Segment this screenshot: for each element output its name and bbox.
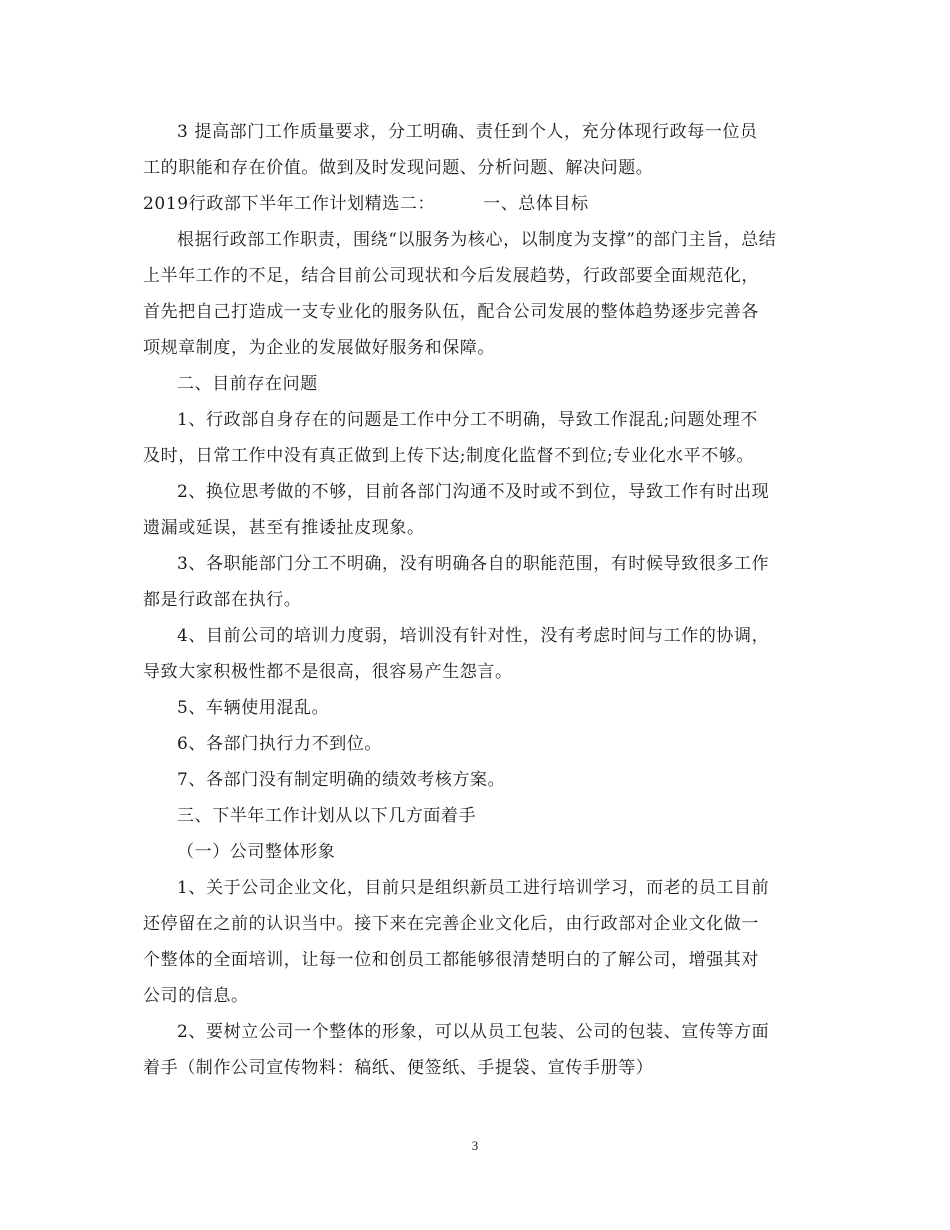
- paragraph-line: 着手（制作公司宣传物料：稿纸、便签纸、手提袋、宣传手册等）: [143, 1058, 654, 1078]
- paragraph-line: 3 提高部门工作质量要求，分工明确、责任到个人，充分体现行政每一位员: [177, 122, 758, 142]
- paragraph-line: 工的职能和存在价值。做到及时发现问题、分析问题、解决问题。: [143, 158, 654, 178]
- paragraph-line: 遗漏或延误，甚至有推诿扯皮现象。: [143, 518, 425, 538]
- paragraph-line: 2、要树立公司一个整体的形象，可以从员工包装、公司的包装、宣传等方面: [177, 1022, 770, 1042]
- list-item: 6、各部门执行力不到位。: [177, 734, 383, 754]
- paragraph-line: 还停留在之前的认识当中。接下来在完善企业文化后，由行政部对企业文化做一: [143, 914, 759, 934]
- paragraph-line: 2、换位思考做的不够，目前各部门沟通不及时或不到位，导致工作有时出现: [177, 482, 770, 502]
- paragraph-line: 都是行政部在执行。: [143, 590, 302, 610]
- page-number: 3: [471, 1138, 479, 1153]
- paragraph-line: 公司的信息。: [143, 986, 249, 1006]
- paragraph-line: 导致大家积极性都不是很高，很容易产生怨言。: [143, 662, 513, 682]
- paragraph-line: 上半年工作的不足，结合目前公司现状和今后发展趋势，行政部要全面规范化，: [143, 266, 759, 286]
- paragraph-line: 3、各职能部门分工不明确，没有明确各自的职能范围，有时候导致很多工作: [177, 554, 770, 574]
- section-heading: 二、目前存在问题: [177, 374, 318, 394]
- section-heading: 2019行政部下半年工作计划精选二： 一、总体目标: [143, 194, 589, 214]
- subsection-heading: （一）公司整体形象: [177, 842, 336, 862]
- paragraph-line: 1、关于公司企业文化，目前只是组织新员工进行培训学习，而老的员工目前: [177, 878, 770, 898]
- paragraph-line: 个整体的全面培训，让每一位和创员工都能够很清楚明白的了解公司，增强其对: [143, 950, 759, 970]
- paragraph-line: 项规章制度，为企业的发展做好服务和保障。: [143, 338, 495, 358]
- list-item: 7、各部门没有制定明确的绩效考核方案。: [177, 770, 506, 790]
- paragraph-line: 首先把自己打造成一支专业化的服务队伍，配合公司发展的整体趋势逐步完善各: [143, 302, 759, 322]
- paragraph-line: 及时，日常工作中没有真正做到上传下达;制度化监督不到位;专业化水平不够。: [143, 446, 755, 466]
- paragraph-line: 4、目前公司的培训力度弱，培训没有针对性，没有考虑时间与工作的协调，: [177, 626, 770, 646]
- paragraph-line: 根据行政部工作职责，围绕“以服务为核心，以制度为支撑”的部门主旨，总结: [177, 230, 777, 250]
- list-item: 5、车辆使用混乱。: [177, 698, 330, 718]
- section-heading: 三、下半年工作计划从以下几方面着手: [177, 806, 477, 826]
- paragraph-line: 1、行政部自身存在的问题是工作中分工不明确，导致工作混乱;问题处理不: [177, 410, 758, 430]
